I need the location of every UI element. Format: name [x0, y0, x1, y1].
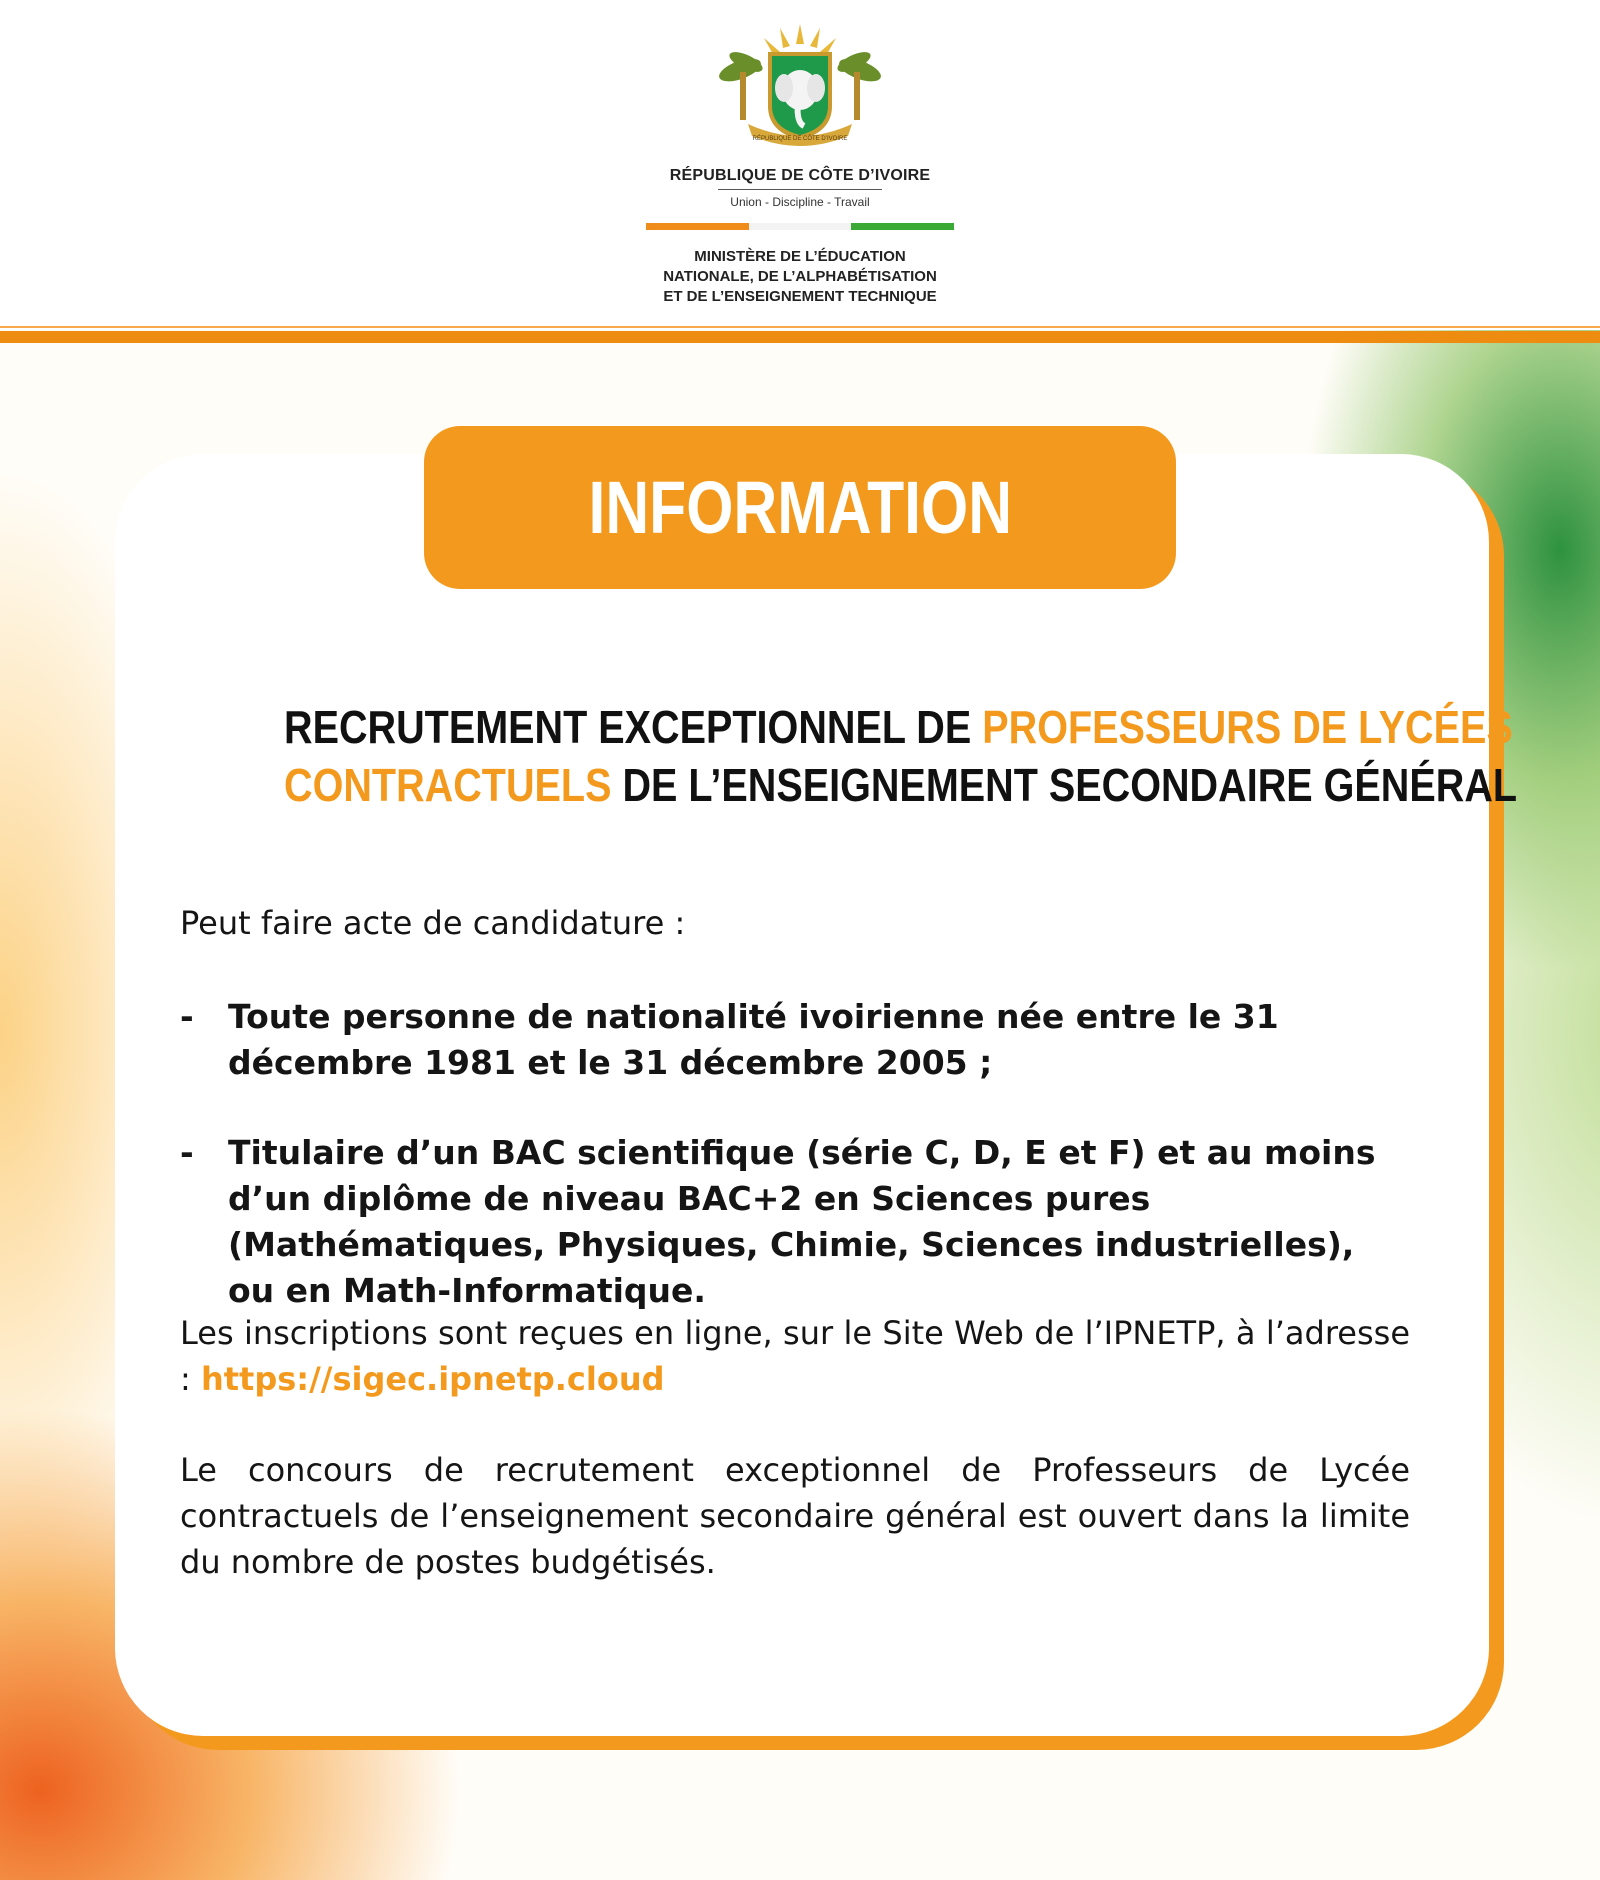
headline-line-2	[284, 756, 1518, 814]
flag-orange	[646, 223, 749, 230]
ministry-line: MINISTÈRE DE L’ÉDUCATION	[694, 248, 906, 265]
flag-green	[851, 223, 954, 230]
bullet-dash: -	[180, 1133, 194, 1172]
bullet-text: Titulaire d’un BAC scientifique (série C, D, E et F) et au moins d’un diplôme de niveau BAC+2 en Sciences pures (Mathématiques, Physiques, Chimie, Sciences industrielles), ou en Math-Informatique.	[228, 1133, 1376, 1310]
header-divider-thin	[0, 326, 1600, 328]
intro-text: Peut faire acte de candidature :	[180, 904, 686, 942]
inscription-text: Les inscriptions sont reçues en ligne, sur le Site Web de l’IPNETP, à l’adresse :	[180, 1314, 1410, 1398]
ministry-name	[0, 247, 1600, 307]
bullet-text: Toute personne de nationalité ivoirienne née entre le 31 décembre 1981 et le 31 décembre 2005 ;	[228, 997, 1279, 1082]
bullet-dash: -	[180, 997, 194, 1036]
national-flag-stripe	[646, 223, 954, 230]
ministry-line: NATIONALE, DE L’ALPHABÉTISATION	[663, 268, 937, 285]
headline-text: RECRUTEMENT EXCEPTIONNEL DE	[284, 701, 983, 753]
flag-white	[749, 223, 852, 230]
emblem-ribbon-text: RÉPUBLIQUE DE CÔTE D’IVOIRE	[752, 136, 848, 142]
republic-title: RÉPUBLIQUE DE CÔTE D’IVOIRE	[669, 167, 931, 184]
registration-link[interactable]: https://sigec.ipnetp.cloud	[200, 1360, 665, 1398]
header-divider	[0, 331, 1600, 343]
headline	[200, 698, 1518, 814]
headline-text: DE L’ENSEIGNEMENT SECONDAIRE GÉNÉRAL	[611, 759, 1518, 811]
divider	[718, 189, 882, 190]
inscription-paragraph	[180, 1310, 1410, 1402]
ministry-line: ET DE L’ENSEIGNEMENT TECHNIQUE	[663, 288, 937, 305]
headline-line-1	[284, 698, 1513, 756]
headline-highlight: PROFESSEURS DE LYCÉES	[982, 701, 1513, 753]
coat-of-arms-icon	[718, 22, 882, 158]
banner-title: INFORMATION	[588, 466, 1012, 549]
closing-paragraph: Le concours de recrutement exceptionnel de Professeurs de Lycée contractuels de l’enseignement secondaire général est ouvert dans la limite du nombre de postes budgétisés.	[180, 1451, 1410, 1581]
headline-highlight: CONTRACTUELS	[284, 759, 612, 811]
republic-motto: Union - Discipline - Travail	[730, 195, 870, 209]
information-banner	[424, 426, 1176, 589]
